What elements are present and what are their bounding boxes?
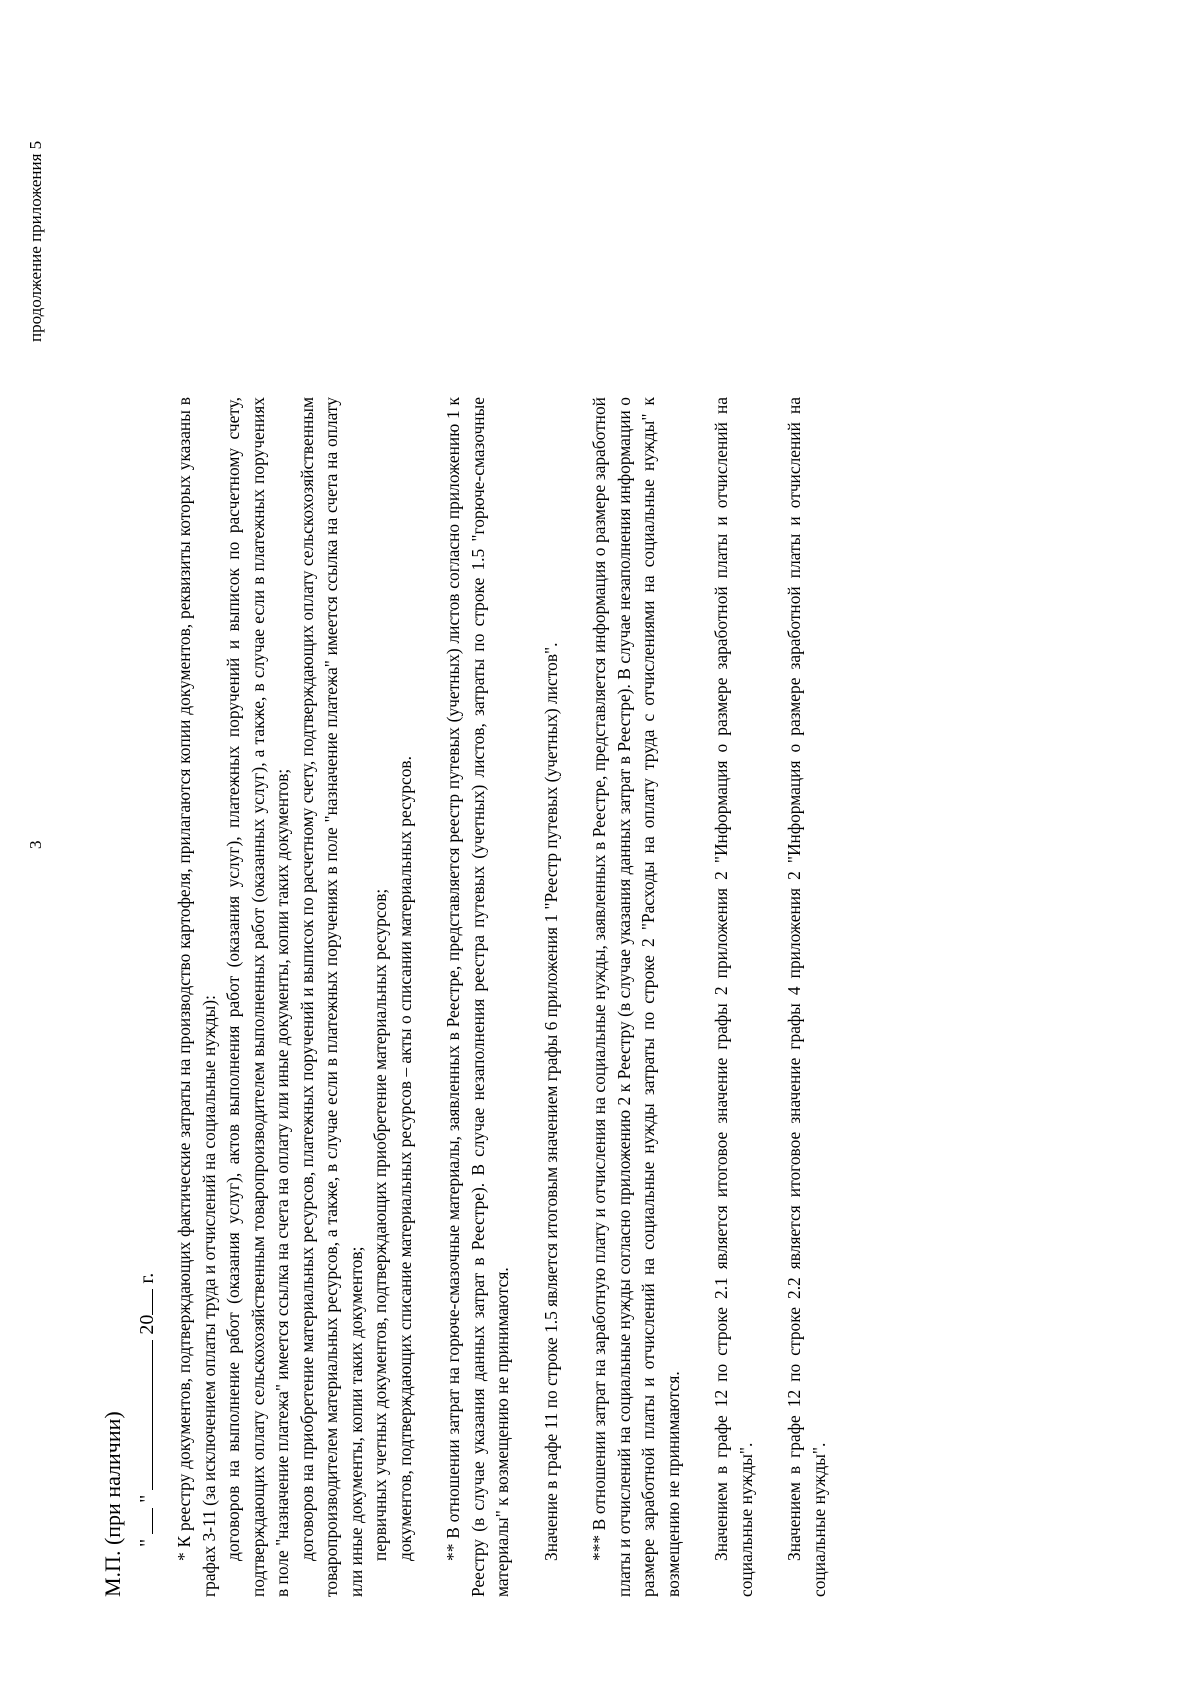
note-primary-documents: первичных учетных документов, подтверждающих приобретение материальных ресурсов; xyxy=(370,888,390,1561)
continuation-label: продолжение приложения 5 xyxy=(26,140,45,342)
note-row-2-2: Значением в графе 12 по строке 2.2 является итоговое значение графы 4 приложения 2 "Информация о размере заработной платы и отчислений на социальные нужды". xyxy=(784,397,829,1597)
date-year-prefix: 20 xyxy=(136,1314,158,1335)
note-write-off-documents: документов, подтверждающих списание материальных ресурсов – акты о списании материальных ресурсов. xyxy=(394,756,415,1561)
date-quote-open: " xyxy=(136,1538,158,1547)
page-number: 3 xyxy=(26,840,45,849)
date-day-blank xyxy=(136,1508,153,1534)
note-salary: *** В отношении затрат на заработную плату и отчисления на социальные нужды, заявленных в Реестре, представляется информация о размере заработной платы и отчислений на социальные нужды согласно приложению 2 к Реестру (в случае указания данных затрат в Реестре). В случае незаполнения информации о размере заработной платы и отчислений на социальные нужды затраты по строке 2 "Расходы на оплату труда с отчислениями на социальные нужды" к возмещению не принимаются. xyxy=(589,397,683,1597)
date-month-blank xyxy=(136,1340,153,1490)
date-line xyxy=(136,1273,159,1547)
note-column-11: Значение в графе 11 по строке 1.5 является итоговым значением графы 6 приложения 1 "Реестр путевых (учетных) листов". xyxy=(540,642,561,1561)
note-row-2-1: Значением в графе 12 по строке 2.1 является итоговое значение графы 2 приложения 2 "Информация о размере заработной платы и отчислений на социальные нужды". xyxy=(711,397,756,1597)
note-contracts-services: договоров на выполнение работ (оказания услуг), актов выполнения работ (оказания услуг), платежных поручений и выписок по расчетному счету, подтверждающих оплату сельскохозяйственным товаропроизводителем выполненных работ (оказанных услуг), а также, в случае если в платежных поручениях в поле "назначение платежа" имеется ссылка на счета на оплату или иные документы, копии таких документов; xyxy=(223,397,292,1597)
note-contracts-materials: договоров на приобретение материальных ресурсов, платежных поручений и выписок по расчетному счету, подтверждающих оплату сельскохозяйственным товаропроизводителем материальных ресурсов, а также, в случае если в платежных поручениях в поле "назначение платежа" имеется ссылка на счета на оплату или иные документы, копии таких документов; xyxy=(296,397,366,1597)
date-quote-close: " xyxy=(136,1494,158,1503)
date-year-suffix: г. xyxy=(136,1272,158,1284)
date-year-blank xyxy=(136,1289,153,1315)
note-fuel-materials: ** В отношении затрат на горюче-смазочные материалы, заявленных в Реестре, представляется реестр путевых (учетных) листов согласно приложению 1 к Реестру (в случае указания данных затрат в Реестре). В случае незаполнения реестра путевых (учетных) листов, затраты по строке 1.5 "горюче-смазочные материалы" к возмещению не принимаются. xyxy=(443,397,512,1597)
stamp-place-label: М.П. (при наличии) xyxy=(100,1411,125,1597)
note-documents-intro: * К реестру документов, подтверждающих фактические затраты на производство картофеля, прилагаются копии документов, реквизиты которых указаны в графах 3-11 (за исключением оплаты труда и отчислений на социальные нужды): xyxy=(174,397,219,1597)
notes-body xyxy=(172,397,831,1597)
